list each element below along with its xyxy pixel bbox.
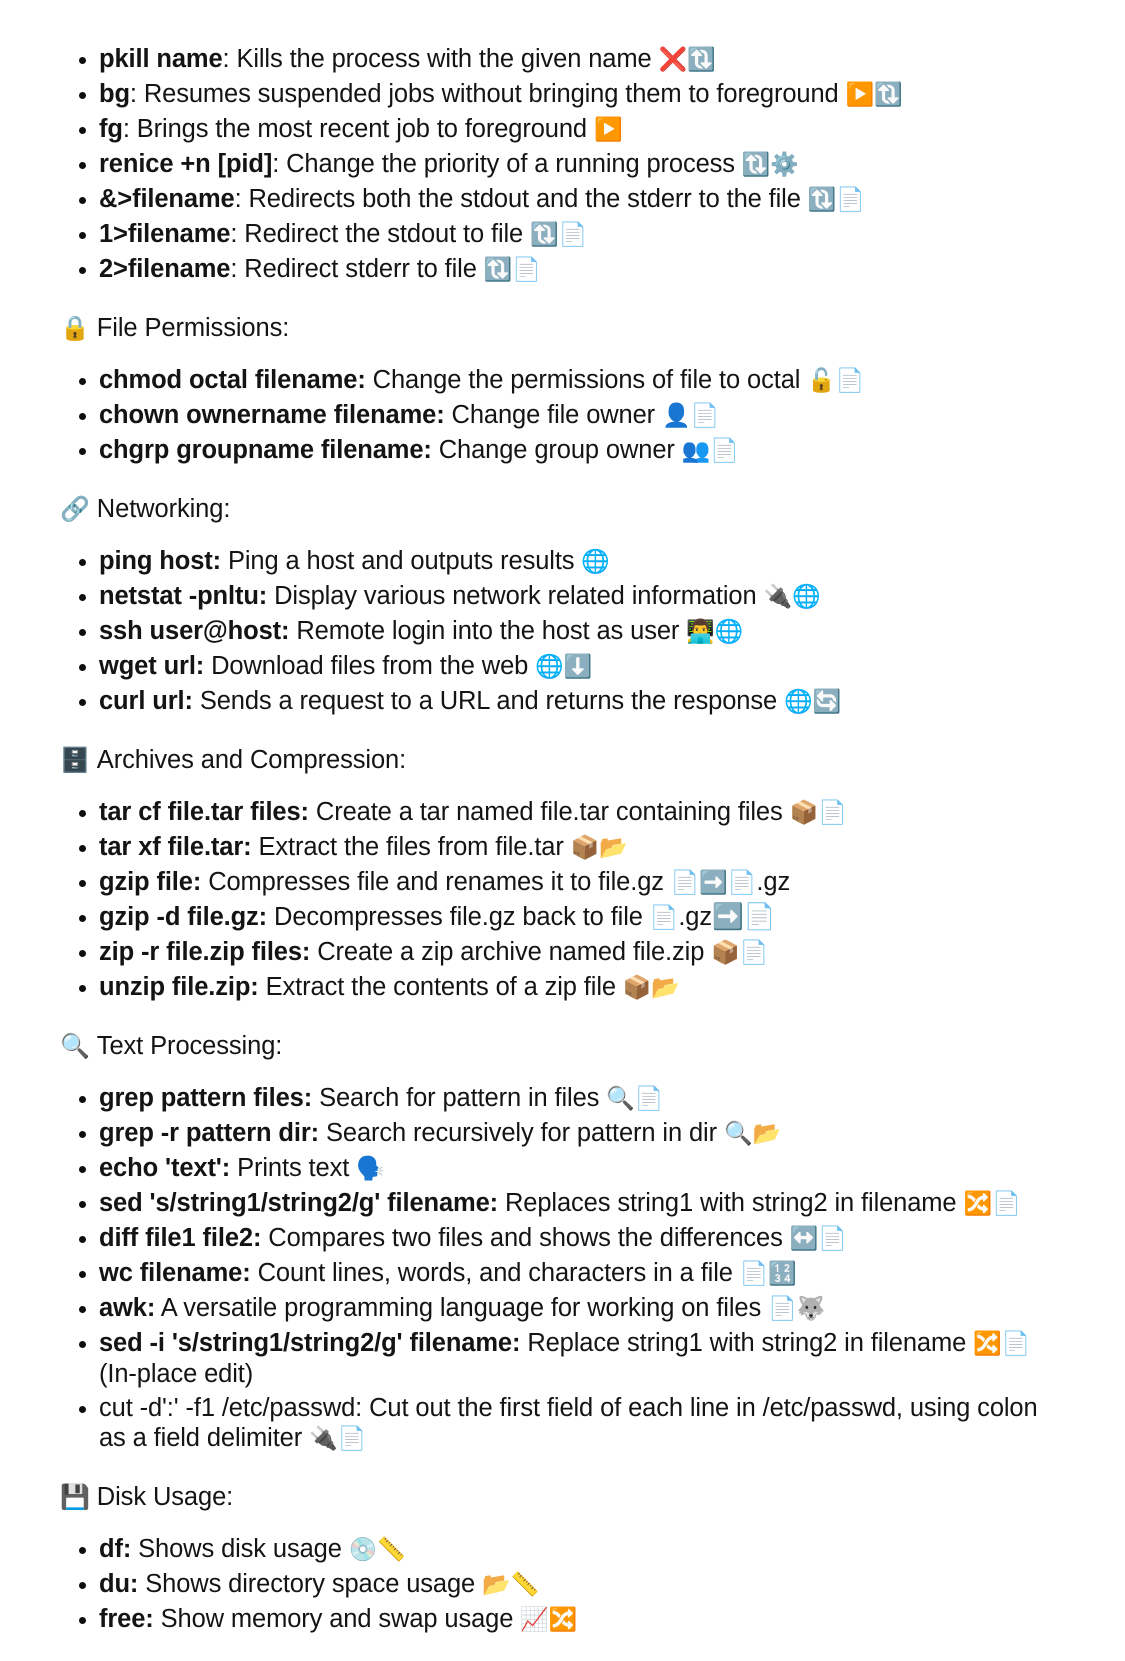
list-item xyxy=(60,400,1065,431)
command-list xyxy=(60,546,1065,717)
file-cabinet-icon: 🗄️ xyxy=(60,746,90,774)
command-description: Replace string1 with string2 in filename xyxy=(527,1329,974,1357)
section-heading-label: Disk Usage: xyxy=(96,1483,234,1511)
command-description: Replaces string1 with string2 in filename xyxy=(505,1189,964,1217)
section-networking xyxy=(60,492,1065,743)
command-emoji-icons: 🌐🔄 xyxy=(784,689,842,715)
command-description: Create a zip archive named file.zip xyxy=(317,938,712,966)
spacer xyxy=(60,1007,1065,1029)
spacer xyxy=(60,526,1065,546)
command-emoji-icons: 👨‍💻🌐 xyxy=(686,619,744,645)
spacer xyxy=(60,721,1065,743)
command-name: chmod octal filename: xyxy=(99,366,366,394)
command-trailing-text: .gz xyxy=(756,868,791,896)
command-list xyxy=(60,797,1065,1003)
command-name: ssh user@host: xyxy=(99,617,290,645)
command-emoji-icons: 💿📏 xyxy=(348,1537,406,1563)
command-name: awk: xyxy=(99,1294,156,1322)
command-name: gzip -d file.gz: xyxy=(99,903,268,931)
list-item xyxy=(60,1293,1065,1324)
command-emoji-icons: 📄🔢 xyxy=(739,1261,797,1287)
command-name: unzip file.zip: xyxy=(99,973,259,1001)
command-name: free: xyxy=(99,1605,154,1633)
command-description: Count lines, words, and characters in a file xyxy=(257,1259,740,1287)
spacer xyxy=(60,289,1065,311)
command-list xyxy=(60,1534,1065,1635)
command-name: grep pattern files: xyxy=(99,1084,313,1112)
list-item xyxy=(60,651,1065,682)
list-item xyxy=(60,1328,1065,1389)
command-separator xyxy=(252,833,259,861)
command-name: df: xyxy=(99,1535,132,1563)
command-description: Kills the process with the given name xyxy=(236,45,659,73)
section-file-permissions xyxy=(60,311,1065,492)
command-description: Prints text xyxy=(237,1154,357,1182)
list-item xyxy=(60,937,1065,968)
command-name: chgrp groupname filename: xyxy=(99,436,432,464)
command-emoji-icons: 📄 xyxy=(649,905,679,931)
command-description: Brings the most recent job to foreground xyxy=(136,115,594,143)
command-separator: : xyxy=(272,150,287,178)
spacer xyxy=(60,1514,1065,1534)
command-emoji-icons: 📦📂 xyxy=(570,835,628,861)
list-item xyxy=(60,972,1065,1003)
command-name: sed 's/string1/string2/g' filename: xyxy=(99,1189,499,1217)
command-description: cut -d':' -f1 /etc/passwd: Cut out the first field of each line in /etc/passwd, using colon as a field delimiter xyxy=(99,1394,1038,1452)
command-emoji-icons: 📈🔀 xyxy=(520,1607,578,1633)
command-separator xyxy=(221,547,228,575)
section-heading xyxy=(60,1029,1065,1063)
command-emoji-icons: 🔍📄 xyxy=(606,1086,664,1112)
list-item xyxy=(60,1083,1065,1114)
command-name: renice +n [pid] xyxy=(99,150,273,178)
command-emoji-icons: 🔌📄 xyxy=(309,1426,367,1452)
command-separator: : xyxy=(234,185,249,213)
section-heading xyxy=(60,311,1065,345)
command-description: Change file owner xyxy=(451,401,663,429)
command-separator xyxy=(267,903,274,931)
command-list xyxy=(60,365,1065,466)
sections-container xyxy=(60,44,1065,1661)
list-item xyxy=(60,867,1065,898)
command-emoji-icons: 🔃📄 xyxy=(530,222,588,248)
command-name: gzip file: xyxy=(99,868,202,896)
section-heading xyxy=(60,492,1065,526)
command-emoji-icons: 👤📄 xyxy=(662,403,720,429)
list-item xyxy=(60,1534,1065,1565)
command-emoji-icons: 🌐⬇️ xyxy=(535,654,593,680)
command-description: Change the permissions of file to octal xyxy=(372,366,808,394)
command-separator xyxy=(319,1119,326,1147)
command-name: 2>filename xyxy=(99,255,231,283)
command-description: Display various network related information xyxy=(274,582,764,610)
command-name: grep -r pattern dir: xyxy=(99,1119,320,1147)
list-item xyxy=(60,797,1065,828)
command-emoji-icons: 🔀📄 xyxy=(973,1331,1031,1357)
command-name: echo 'text': xyxy=(99,1154,231,1182)
command-list xyxy=(60,1083,1065,1454)
list-item xyxy=(60,1393,1065,1454)
command-description: Extract the files from file.tar xyxy=(258,833,571,861)
command-description: Redirects both the stdout and the stderr to the file xyxy=(248,185,808,213)
command-emoji-icons: 🔀📄 xyxy=(963,1191,1021,1217)
command-emoji-icons: 🗣️ xyxy=(356,1156,385,1182)
list-item xyxy=(60,184,1065,215)
command-emoji-icons: 🔌🌐 xyxy=(763,584,821,610)
command-description: Redirect stderr to file xyxy=(244,255,484,283)
link-icon: 🔗 xyxy=(60,495,90,523)
command-description: Search for pattern in files xyxy=(319,1084,607,1112)
command-separator: : xyxy=(129,80,144,108)
command-separator xyxy=(309,798,316,826)
list-item xyxy=(60,546,1065,577)
list-item xyxy=(60,616,1065,647)
command-name: 1>filename xyxy=(99,220,231,248)
command-description: Shows directory space usage xyxy=(145,1570,483,1598)
list-item xyxy=(60,1223,1065,1254)
command-emoji-icons: 🔃📄 xyxy=(483,257,541,283)
command-emoji-icons: 🔃⚙️ xyxy=(741,152,799,178)
command-description: Show memory and swap usage xyxy=(160,1605,521,1633)
command-description: Resumes suspended jobs without bringing them to foreground xyxy=(143,80,846,108)
section-heading xyxy=(60,1480,1065,1514)
list-item xyxy=(60,1569,1065,1600)
list-item xyxy=(60,365,1065,396)
list-item xyxy=(60,1188,1065,1219)
command-emoji-icons: 📂📏 xyxy=(482,1572,540,1598)
spacer xyxy=(60,470,1065,492)
command-description: Compresses file and renames it to file.gz xyxy=(208,868,671,896)
command-description: Shows disk usage xyxy=(138,1535,349,1563)
list-item xyxy=(60,114,1065,145)
command-separator: : xyxy=(230,220,245,248)
command-emoji-icons: ↔️📄 xyxy=(789,1226,847,1252)
command-emoji-icons: 🔓📄 xyxy=(807,368,865,394)
command-description: Change group owner xyxy=(438,436,682,464)
list-item xyxy=(60,254,1065,285)
command-separator xyxy=(445,401,452,429)
command-separator: : xyxy=(230,255,245,283)
spacer xyxy=(60,1063,1065,1083)
command-emoji-icons: 📄🐺 xyxy=(768,1296,826,1322)
command-trailing-text: .gz➡️📄 xyxy=(678,903,776,931)
command-name: wc filename: xyxy=(99,1259,251,1287)
section-archives-and-compression xyxy=(60,743,1065,1029)
list-item xyxy=(60,79,1065,110)
command-description: Sends a request to a URL and returns the response xyxy=(199,687,784,715)
command-separator: : xyxy=(122,115,137,143)
command-name: bg xyxy=(99,80,130,108)
list-item xyxy=(60,1118,1065,1149)
command-name: netstat -pnltu: xyxy=(99,582,268,610)
command-name: chown ownername filename: xyxy=(99,401,445,429)
spacer xyxy=(60,1458,1065,1480)
command-name: du: xyxy=(99,1570,139,1598)
section-process-management-continued xyxy=(60,44,1065,311)
command-description: A versatile programming language for working on files xyxy=(160,1294,769,1322)
floppy-disk-icon: 💾 xyxy=(60,1483,90,1511)
list-item xyxy=(60,219,1065,250)
list-item xyxy=(60,686,1065,717)
command-separator xyxy=(366,366,373,394)
section-text-processing xyxy=(60,1029,1065,1480)
section-heading-label: Text Processing: xyxy=(96,1032,283,1060)
command-separator xyxy=(154,1605,161,1633)
command-description: Create a tar named file.tar containing files xyxy=(315,798,790,826)
list-item xyxy=(60,581,1065,612)
magnifying-glass-icon: 🔍 xyxy=(60,1032,90,1060)
command-separator xyxy=(259,973,266,1001)
command-emoji-icons: ▶️ xyxy=(593,117,623,143)
command-emoji-icons: 👥📄 xyxy=(681,438,739,464)
command-description: Search recursively for pattern in dir xyxy=(326,1119,724,1147)
spacer xyxy=(60,1639,1065,1661)
lock-icon: 🔒 xyxy=(60,314,90,342)
command-name: fg xyxy=(99,115,123,143)
list-item xyxy=(60,1153,1065,1184)
command-emoji-icons: 🔃📄 xyxy=(807,187,865,213)
command-description: Download files from the web xyxy=(211,652,536,680)
command-separator xyxy=(498,1189,505,1217)
command-emoji-icons: 📦📄 xyxy=(789,800,847,826)
command-name: pkill name xyxy=(99,45,223,73)
command-name: wget url: xyxy=(99,652,205,680)
list-item xyxy=(60,832,1065,863)
list-item xyxy=(60,902,1065,933)
command-separator xyxy=(251,1259,258,1287)
command-emoji-icons: 📦📂 xyxy=(622,975,680,1001)
command-name: diff file1 file2: xyxy=(99,1224,262,1252)
command-name: ping host: xyxy=(99,547,222,575)
list-item xyxy=(60,1604,1065,1635)
command-description: Remote login into the host as user xyxy=(296,617,687,645)
command-description: Ping a host and outputs results xyxy=(228,547,582,575)
list-item xyxy=(60,44,1065,75)
section-heading xyxy=(60,743,1065,777)
command-name: tar xf file.tar: xyxy=(99,833,252,861)
section-heading-label: Networking: xyxy=(96,495,231,523)
command-description: Change the priority of a running process xyxy=(286,150,742,178)
command-trailing-text: (In-place edit) xyxy=(99,1360,254,1388)
command-name: curl url: xyxy=(99,687,193,715)
spacer xyxy=(60,345,1065,365)
command-separator xyxy=(432,436,439,464)
command-emoji-icons: ❌🔃 xyxy=(658,47,716,73)
list-item xyxy=(60,149,1065,180)
command-emoji-icons: 🌐 xyxy=(581,549,610,575)
command-name: zip -r file.zip files: xyxy=(99,938,311,966)
list-item xyxy=(60,435,1065,466)
list-item xyxy=(60,1258,1065,1289)
command-name: tar cf file.tar files: xyxy=(99,798,309,826)
command-emoji-icons: 📄➡️📄 xyxy=(670,870,757,896)
command-description: Compares two files and shows the differences xyxy=(268,1224,790,1252)
command-name: sed -i 's/string1/string2/g' filename: xyxy=(99,1329,521,1357)
command-list xyxy=(60,44,1065,285)
command-description: Extract the contents of a zip file xyxy=(265,973,623,1001)
section-heading-label: File Permissions: xyxy=(96,314,290,342)
command-separator xyxy=(193,687,200,715)
command-description: Redirect the stdout to file xyxy=(244,220,531,248)
command-emoji-icons: 🔍📂 xyxy=(723,1121,781,1147)
command-emoji-icons: 📦📄 xyxy=(711,940,769,966)
command-description: Decompresses file.gz back to file xyxy=(274,903,650,931)
spacer xyxy=(60,777,1065,797)
section-disk-usage xyxy=(60,1480,1065,1661)
section-heading-label: Archives and Compression: xyxy=(96,746,407,774)
command-emoji-icons: ▶️🔃 xyxy=(845,82,903,108)
command-name: &>filename xyxy=(99,185,235,213)
command-separator: : xyxy=(222,45,237,73)
